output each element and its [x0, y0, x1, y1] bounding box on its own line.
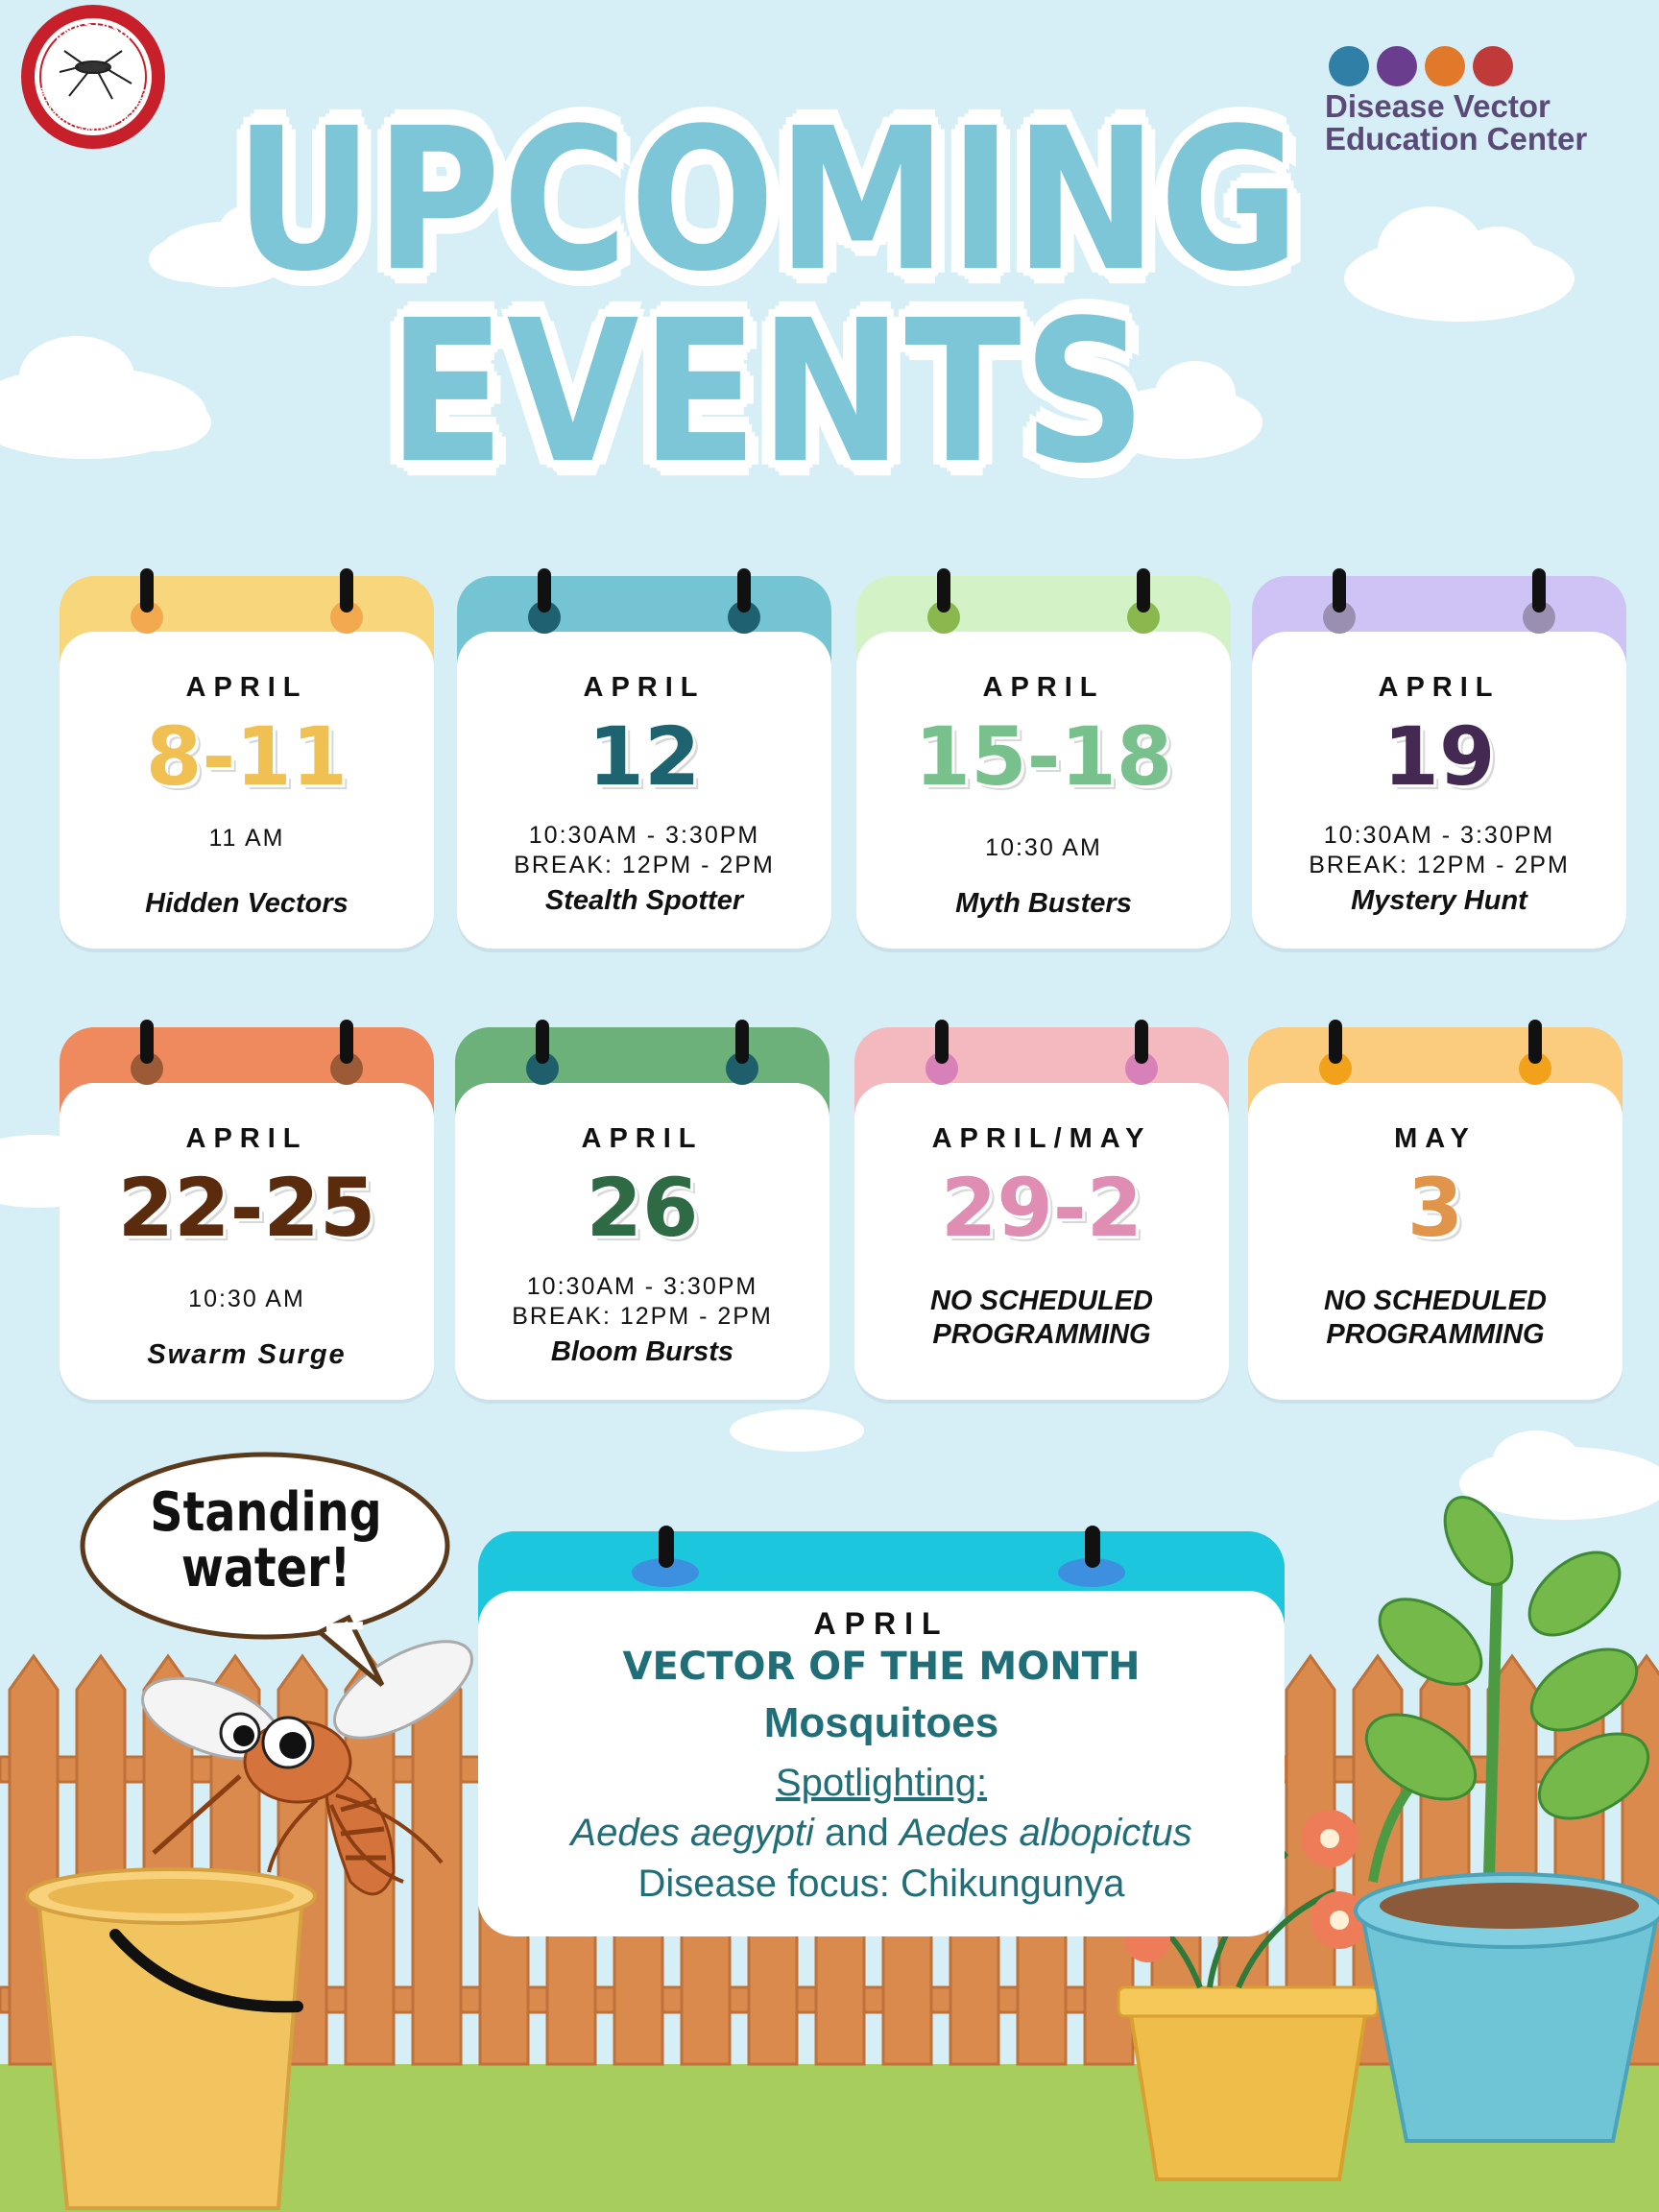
event-month: MAY: [1394, 1123, 1477, 1154]
event-card: [1248, 1027, 1623, 1402]
event-name: Bloom Bursts: [550, 1336, 734, 1367]
event-time-line2: BREAK: 12PM - 2PM: [1309, 852, 1570, 878]
event-time-line1: 10:30AM - 3:30PM: [526, 1273, 758, 1300]
binder-ring: [340, 568, 353, 613]
event-name: NO SCHEDULED PROGRAMMING: [929, 1286, 1153, 1350]
speech-line-1: Standing: [150, 1481, 382, 1544]
event-month: APRIL: [581, 1123, 704, 1154]
event-time: [1252, 821, 1626, 880]
event-time-line2: BREAK: 12PM - 2PM: [512, 1303, 773, 1330]
event-month: APRIL: [1378, 672, 1501, 703]
dvec-icon-row: [1329, 46, 1642, 86]
vom-month: APRIL: [813, 1606, 950, 1641]
event-name: Myth Busters: [955, 888, 1132, 919]
binder-ring: [140, 1020, 154, 1064]
event-date: 22-25: [117, 1161, 376, 1255]
binder-ring: [1528, 1020, 1542, 1064]
tick-icon: [1329, 46, 1369, 86]
cloud-mid-low: [730, 1409, 864, 1452]
event-card: [1252, 576, 1626, 950]
vom-species: [478, 1812, 1285, 1855]
flea-icon: [1377, 46, 1417, 86]
event-date: 8-11: [145, 709, 349, 804]
vom-ring-left: [659, 1526, 674, 1568]
speech-line-2: water!: [180, 1537, 351, 1599]
event-card: [60, 1027, 434, 1402]
event-time: [457, 821, 831, 880]
title-upcoming: UPCOMING: [234, 85, 1302, 315]
event-date: 26: [586, 1161, 699, 1255]
vom-vector: Mosquitoes: [763, 1699, 999, 1746]
binder-ring: [538, 568, 551, 613]
binder-ring: [937, 568, 950, 613]
event-card: [854, 1027, 1229, 1402]
event-time-line1: 10:30AM - 3:30PM: [528, 822, 760, 849]
binder-ring: [1333, 568, 1346, 613]
binder-ring: [1329, 1020, 1342, 1064]
event-time-line1: 11 AM: [208, 825, 285, 852]
event-date: 12: [588, 709, 701, 804]
vom-species-2: Aedes albopictus: [899, 1812, 1192, 1854]
event-name: NO SCHEDULED PROGRAMMING: [1323, 1286, 1547, 1350]
event-date: 29-2: [940, 1161, 1143, 1255]
vom-species-joiner: and: [825, 1812, 889, 1854]
binder-ring: [536, 1020, 549, 1064]
event-card: [856, 576, 1231, 950]
spider-icon: [1425, 46, 1465, 86]
binder-ring: [1135, 1020, 1148, 1064]
event-name: Swarm Surge: [147, 1339, 347, 1370]
binder-ring: [735, 1020, 749, 1064]
event-date: 15-18: [914, 709, 1173, 804]
event-month: APRIL: [982, 672, 1105, 703]
speech-bubble-text: [104, 1481, 428, 1599]
event-time-line1: 10:30AM - 3:30PM: [1323, 822, 1555, 849]
event-time: [455, 1272, 830, 1332]
vector-of-month-card: [478, 1531, 1285, 1939]
vom-ring-right: [1085, 1526, 1100, 1568]
event-time-line1: 10:30 AM: [985, 834, 1102, 861]
logo-bottom-text: MOSQUITO CONTROL DISTRICT: [36, 85, 150, 135]
event-name: Mystery Hunt: [1351, 885, 1527, 916]
event-month: APRIL: [583, 672, 706, 703]
vom-heading: VECTOR OF THE MONTH: [622, 1645, 1141, 1689]
event-card: [457, 576, 831, 950]
binder-ring: [140, 568, 154, 613]
dvec-name-line1: Disease Vector: [1325, 88, 1551, 124]
vom-species-1: Aedes aegypti: [570, 1812, 814, 1854]
event-name: Hidden Vectors: [145, 888, 349, 919]
event-month: APRIL: [185, 1123, 308, 1154]
event-month: APRIL/MAY: [931, 1123, 1152, 1154]
binder-ring: [1532, 568, 1546, 613]
event-month: APRIL: [185, 672, 308, 703]
binder-ring: [1137, 568, 1150, 613]
binder-ring: [737, 568, 751, 613]
event-time-line2: BREAK: 12PM - 2PM: [514, 852, 775, 878]
event-card: [60, 576, 434, 950]
binder-ring: [340, 1020, 353, 1064]
cloud-right-low: [1459, 1431, 1659, 1520]
bacteria-icon: [1473, 46, 1513, 86]
title-events: EVENTS: [388, 277, 1148, 507]
event-date: 19: [1382, 709, 1496, 804]
event-name: Stealth Spotter: [544, 885, 744, 916]
event-time-line1: 10:30 AM: [188, 1286, 305, 1312]
event-time: [60, 1285, 434, 1314]
event-card: [455, 1027, 830, 1402]
binder-ring: [935, 1020, 949, 1064]
logo-top-text: ANASTASIA: [50, 15, 136, 46]
vom-spotlight-label: Spotlighting:: [775, 1762, 988, 1804]
speech-bubble: [75, 1445, 457, 1648]
vom-disease-focus: Disease focus: Chikungunya: [637, 1863, 1125, 1905]
dvec-name-line2: Education Center: [1325, 121, 1588, 156]
event-time: [60, 824, 434, 854]
event-date: 3: [1407, 1161, 1464, 1255]
event-time: [856, 833, 1231, 863]
